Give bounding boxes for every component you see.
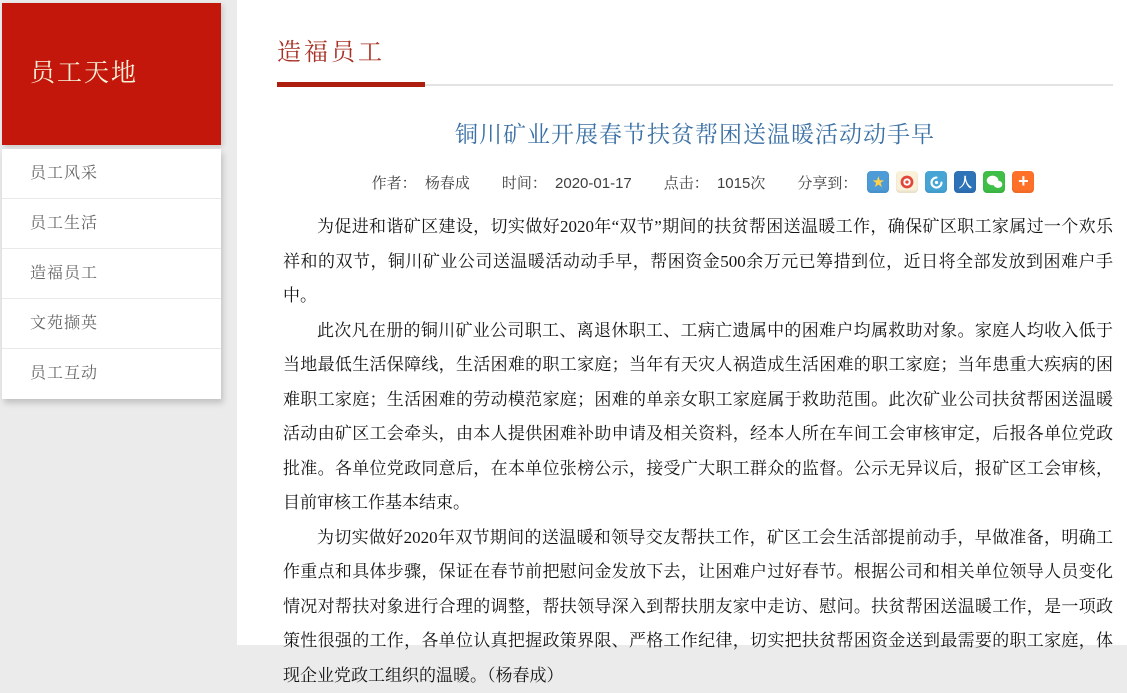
section-divider-accent <box>277 82 425 87</box>
article-paragraph: 为切实做好2020年双节期间的送温暖和领导交友帮扶工作，矿区工会生活部提前动手，早做准备，明确工作重点和具体步骤，保证在春节前把慰问金发放下去，让困难户过好春节。根据公司和相关单位领导人员变化情况对帮扶对象进行合理的调整，帮扶领导深入到帮扶朋友家中走访、慰问。扶贫帮困送温暖工作，是一项政策性很强的工作，各单位认真把握政策界限、严格工作纪律，切实把扶贫帮困资金送到最需要的职工家庭，体现企业党政工组织的温暖。（杨春成） <box>283 521 1113 693</box>
wechat-icon[interactable] <box>983 171 1005 193</box>
article-body <box>277 210 1113 693</box>
renren-icon[interactable] <box>954 171 976 193</box>
sidebar-item-literature[interactable]: 文苑撷英 <box>2 299 221 349</box>
tencent-weibo-swirl-glyph <box>929 175 944 190</box>
section-title: 造福员工 <box>277 32 1113 67</box>
sidebar-menu <box>2 149 221 399</box>
share-label: 分享到： <box>797 172 857 193</box>
meta-author <box>372 172 470 193</box>
plus-glyph: + <box>1018 172 1029 190</box>
weibo-eye-glyph <box>899 174 915 190</box>
section-divider-line <box>425 84 1113 86</box>
share-icon-bar <box>867 171 1034 193</box>
section-divider <box>277 82 1113 87</box>
main-content <box>237 0 1127 645</box>
sina-weibo-icon[interactable] <box>896 171 918 193</box>
meta-clicks <box>664 172 766 193</box>
sidebar-item-staff-style[interactable]: 员工风采 <box>2 149 221 199</box>
article-meta <box>277 171 1113 193</box>
article-title: 铜川矿业开展春节扶贫帮困送温暖活动动手早 <box>277 116 1113 149</box>
sidebar <box>2 3 221 399</box>
sidebar-title: 员工天地 <box>30 53 221 89</box>
meta-time <box>502 172 632 193</box>
sidebar-header <box>2 3 221 145</box>
meta-time-value: 2020-01-17 <box>555 175 632 192</box>
sidebar-item-benefit-staff[interactable]: 造福员工 <box>2 249 221 299</box>
meta-clicks-label: 点击： <box>664 175 709 192</box>
tencent-weibo-icon[interactable] <box>925 171 947 193</box>
meta-time-label: 时间： <box>502 175 547 192</box>
renren-person-glyph: 人 <box>959 176 972 189</box>
article-paragraph: 此次凡在册的铜川矿业公司职工、离退休职工、工病亡遗属中的困难户均属救助对象。家庭人均收入低于当地最低生活保障线，生活困难的职工家庭；当年有天灾人祸造成生活困难的职工家庭；当年患重大疾病的困难职工家庭；生活困难的劳动模范家庭；困难的单亲女职工家庭属于救助范围。此次矿业公司扶贫帮困送温暖活动由矿区工会牵头，由本人提供困难补助申请及相关资料，经本人所在车间工会审核审定，后报各单位党政批准。各单位党政同意后，在本单位张榜公示，接受广大职工群众的监督。公示无异议后，报矿区工会审核，目前审核工作基本结束。 <box>283 314 1113 521</box>
sidebar-item-staff-life[interactable]: 员工生活 <box>2 199 221 249</box>
share-more-icon[interactable] <box>1012 171 1034 193</box>
meta-author-value: 杨春成 <box>425 175 470 192</box>
sidebar-item-staff-interaction[interactable]: 员工互动 <box>2 349 221 399</box>
qzone-star-glyph: ★ <box>872 175 885 190</box>
qzone-icon[interactable] <box>867 171 889 193</box>
meta-clicks-value: 1015次 <box>717 175 765 192</box>
wechat-bubbles-glyph <box>986 175 1003 189</box>
section-header <box>277 0 1113 87</box>
article-paragraph: 为促进和谐矿区建设，切实做好2020年“双节”期间的扶贫帮困送温暖工作，确保矿区职工家属过一个欢乐祥和的双节，铜川矿业公司送温暖活动动手早，帮困资金500余万元已筹措到位，近日将全部发放到困难户手中。 <box>283 210 1113 314</box>
meta-author-label: 作者： <box>372 175 417 192</box>
